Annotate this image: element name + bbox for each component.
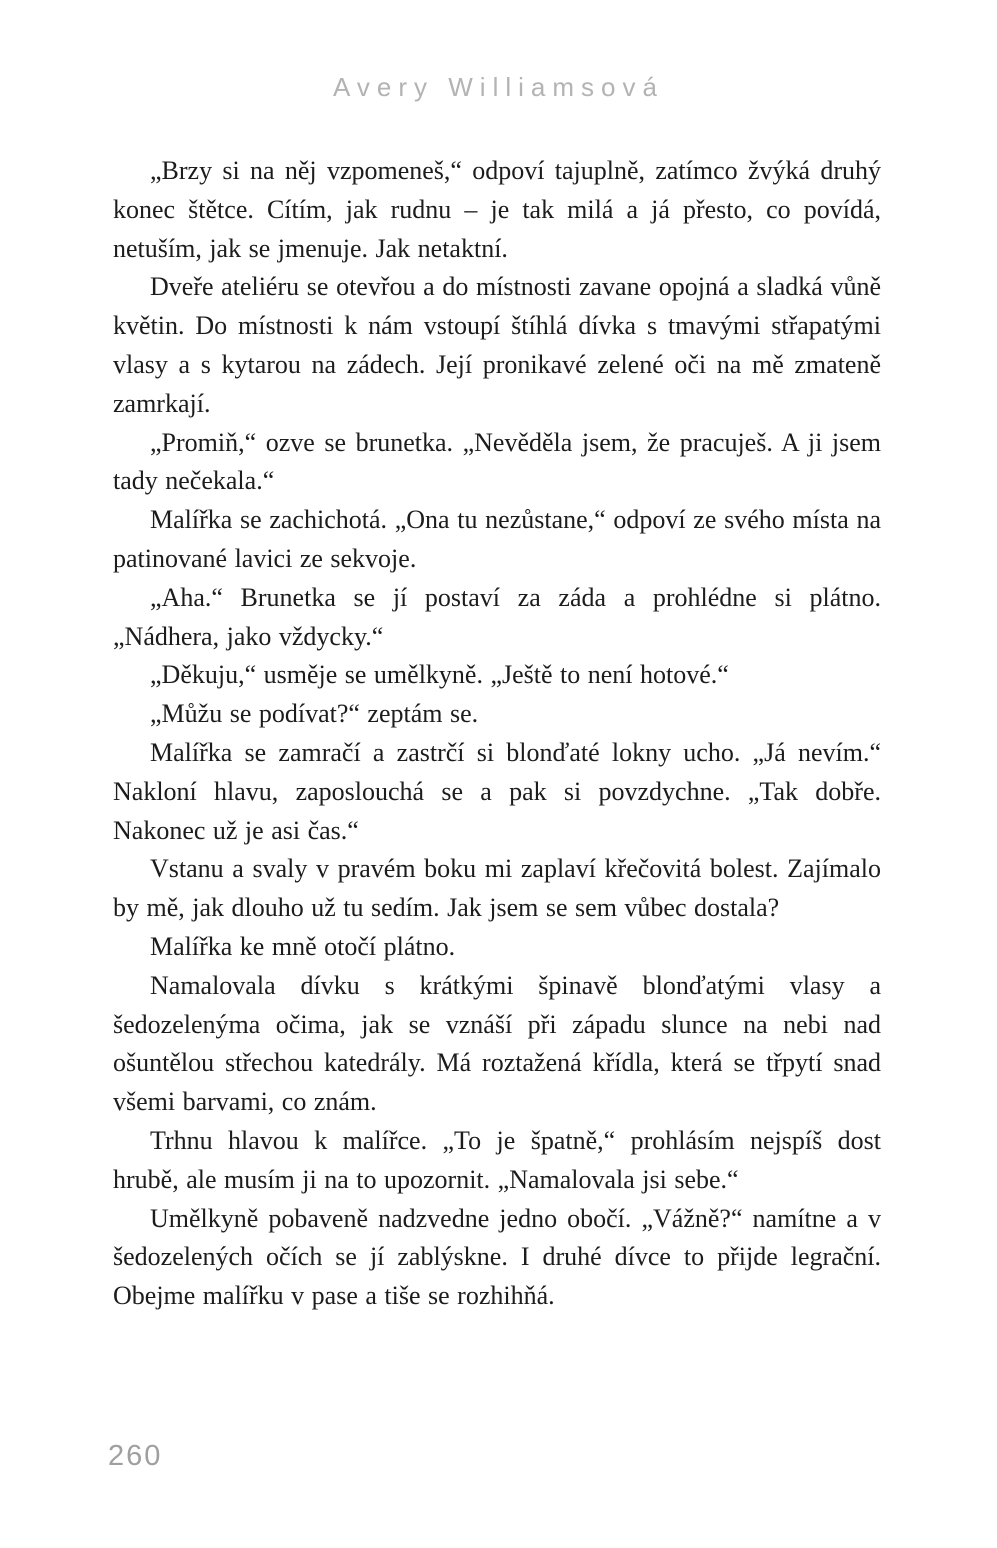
- paragraph: Dveře ateliéru se otevřou a do místnosti zavane opojná a sladká vůně květin. Do místnosti k nám vstoupí štíhlá dívka s tmavými střapatými vlasy a s kytarou na zádech. Její pronikavé zelené oči na mě zmateně zamrkají.: [113, 272, 881, 418]
- paragraph: Trhnu hlavou k malířce. „To je špatně,“ prohlásím nejspíš dost hrubě, ale musím ji na to upozornit. „Namalovala jsi sebe.“: [113, 1125, 881, 1194]
- paragraph: Vstanu a svaly v pravém boku mi zaplaví křečovitá bolest. Zajímalo by mě, jak dlouho už tu sedím. Jak jsem se sem vůbec dostala?: [113, 854, 881, 923]
- paragraph: „Promiň,“ ozve se brunetka. „Nevěděla jsem, že pracuješ. A ji jsem tady nečekala.“: [113, 427, 881, 496]
- running-header-author: Avery Williamsová: [333, 72, 664, 102]
- paragraph: Malířka se zamračí a zastrčí si blonďaté lokny ucho. „Já nevím.“ Nakloní hlavu, zaposlouchá se a pak si povzdychne. „Tak dobře. Nakonec už je asi čas.“: [113, 737, 881, 845]
- paragraph: „Můžu se podívat?“ zeptám se.: [150, 699, 479, 729]
- paragraph: „Aha.“ Brunetka se jí postaví za záda a prohlédne si plátno. „Nádhera, jako vždycky.“: [113, 582, 881, 651]
- paragraph: Namalovala dívku s krátkými špinavě blonďatými vlasy a šedozelenýma očima, jak se vznáší při západu slunce na nebi nad ošuntělou střechou katedrály. Má roztažená křídla, která se třpytí snad všemi barvami, co znám.: [113, 970, 881, 1117]
- paragraph: Malířka ke mně otočí plátno.: [150, 931, 456, 961]
- paragraph: „Brzy si na něj vzpomeneš,“ odpoví tajuplně, zatímco žvýká druhý konec štětce. Cítím, jak rudnu – je tak milá a já přesto, co povídá, netuším, jak se jmenuje. Jak netaktní.: [113, 156, 881, 263]
- body-text: [113, 152, 881, 1316]
- paragraph: Umělkyně pobaveně nadzvedne jedno obočí. „Vážně?“ namítne a v šedozelených očích se jí zablýskne. I druhé dívce to přijde legrační. Obejme malířku v pase a tiše se rozhihňá.: [113, 1203, 881, 1311]
- paragraph: Malířka se zachichotá. „Ona tu nezůstane,“ odpoví ze svého místa na patinované lavici ze sekvoje.: [113, 505, 881, 573]
- paragraph: „Děkuju,“ usměje se umělkyně. „Ještě to není hotové.“: [150, 660, 729, 690]
- page-number: 260: [108, 1440, 163, 1472]
